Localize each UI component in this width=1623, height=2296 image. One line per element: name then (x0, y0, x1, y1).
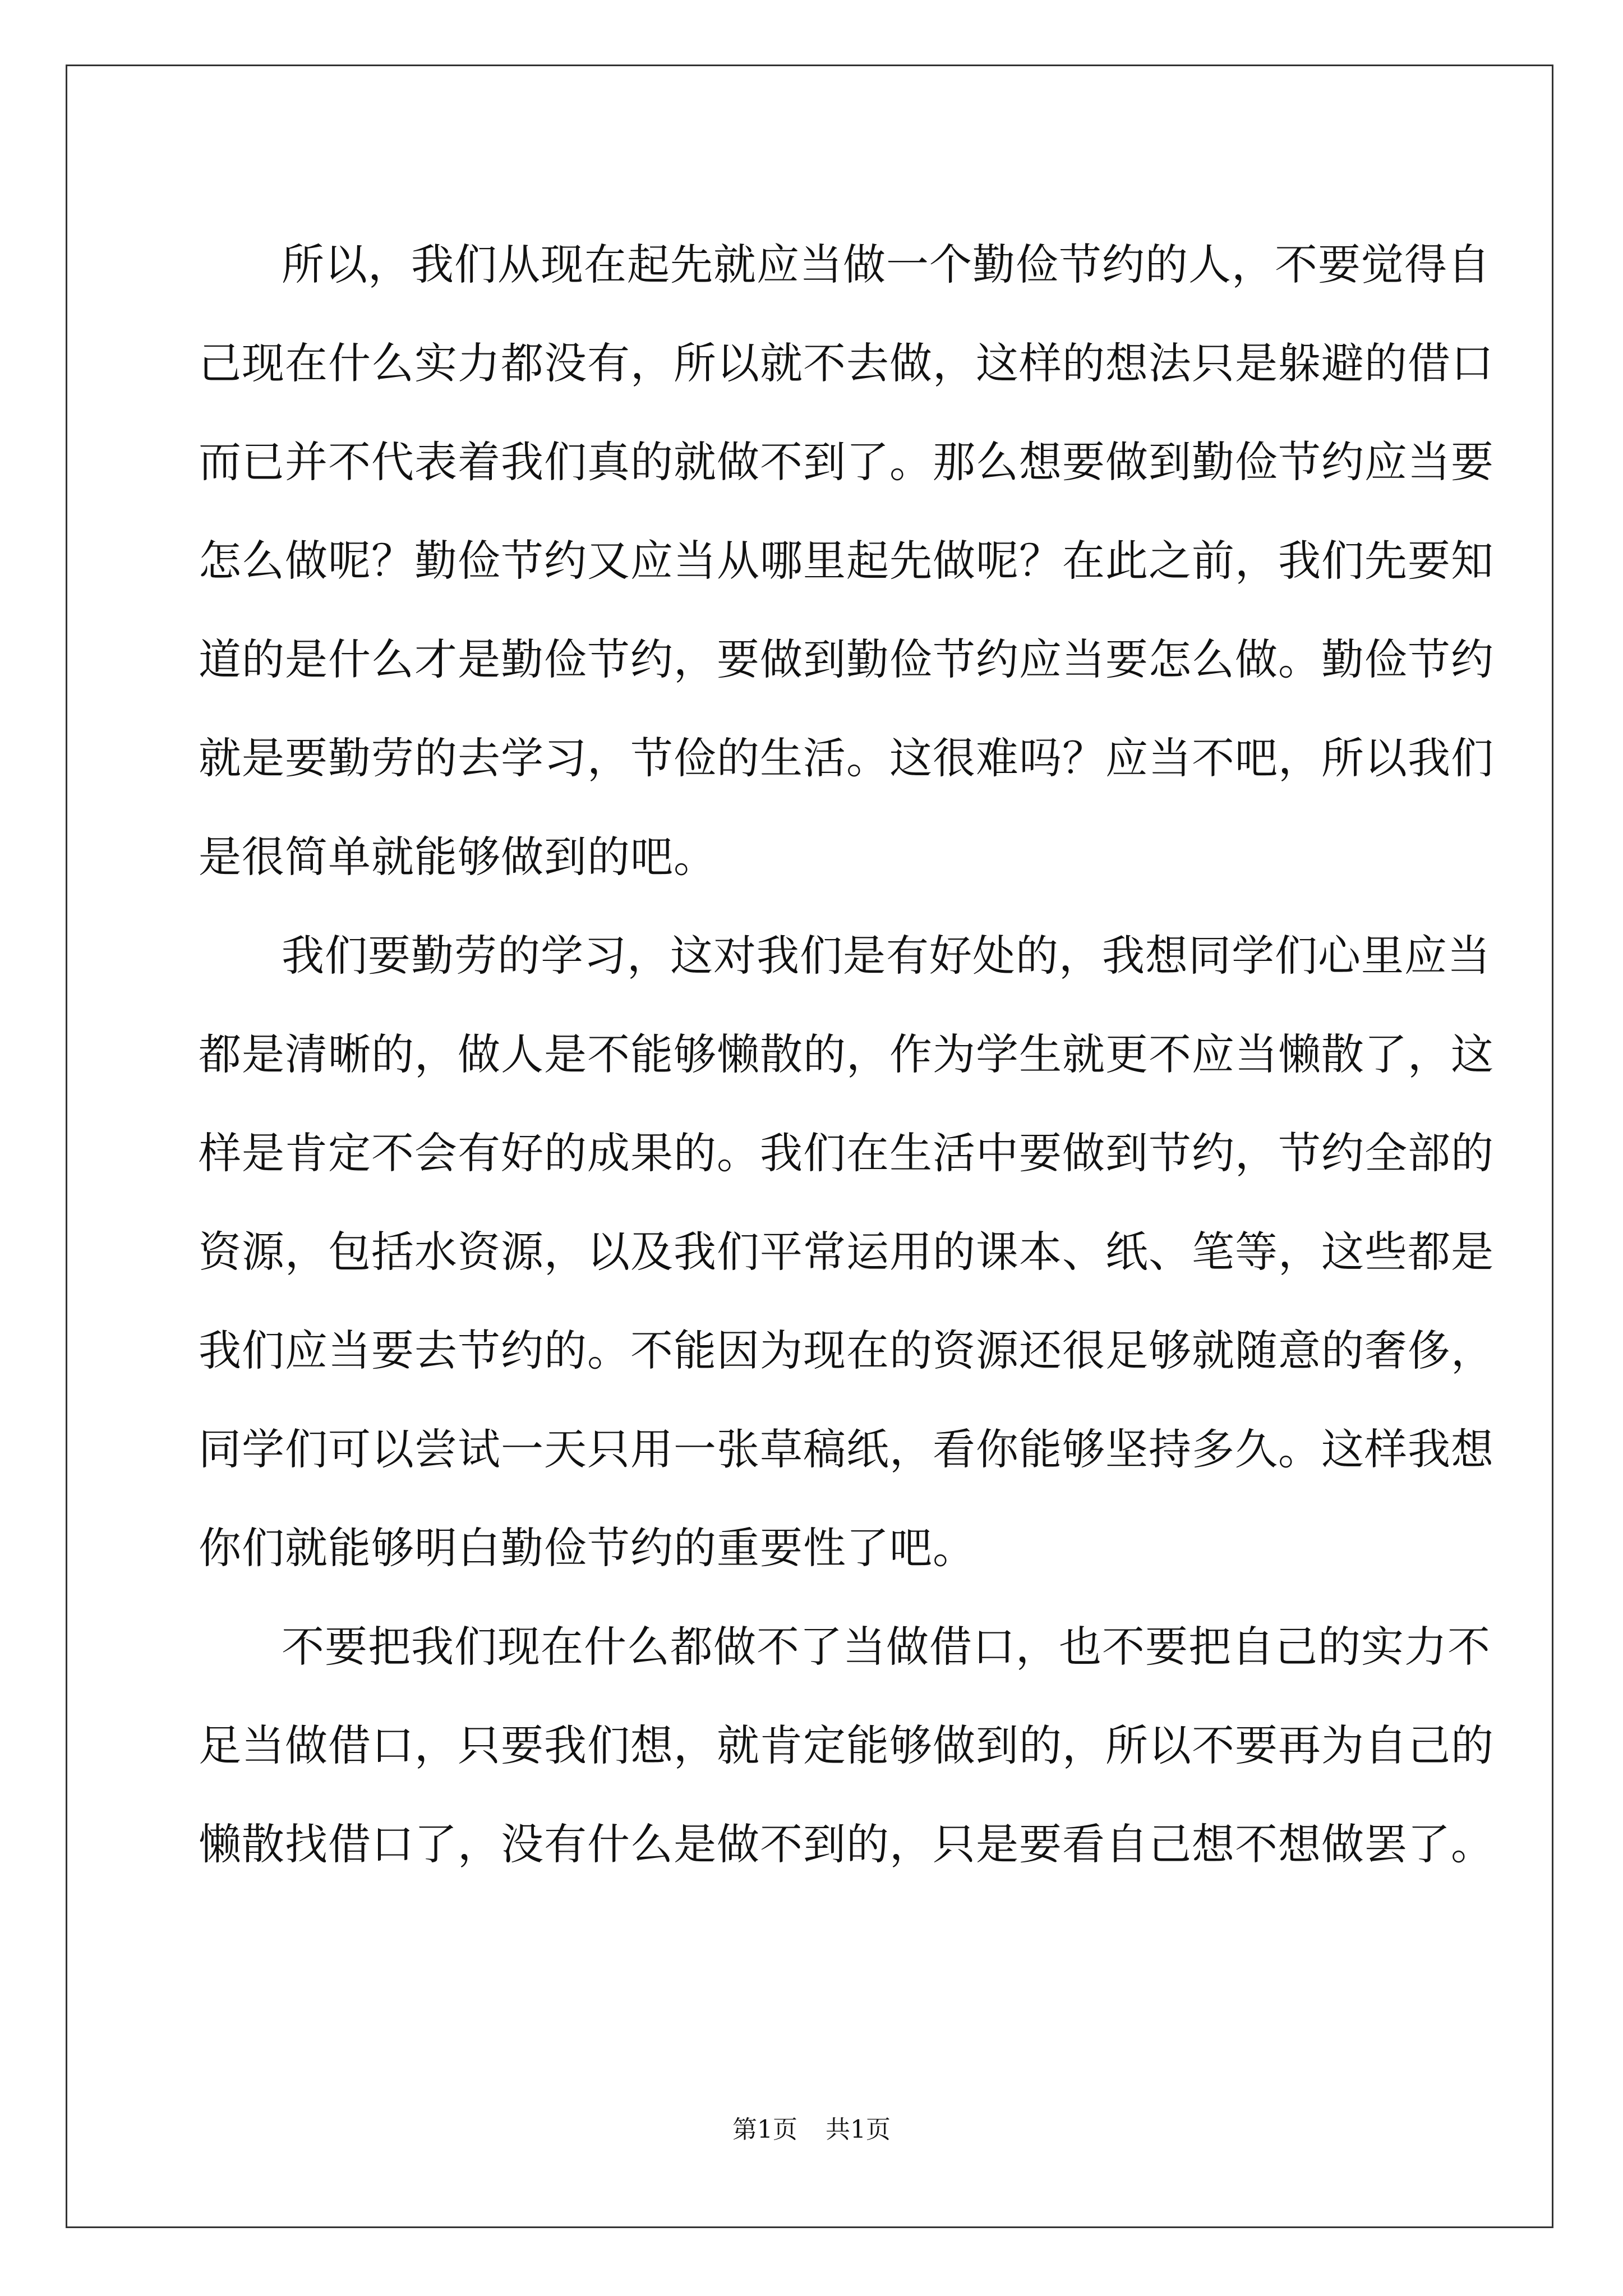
paragraph-1-line-6: 就是要勤劳的去学习，节俭的生活。这很难吗？应当不吧，所以我们 (199, 733, 1494, 783)
paragraph-2-line-6: 同学们可以尝试一天只用一张草稿纸，看你能够坚持多久。这样我想 (199, 1424, 1494, 1474)
paragraph-1-line-4: 怎么做呢？勤俭节约又应当从哪里起先做呢？在此之前，我们先要知 (199, 536, 1494, 586)
paragraph-2-line-4: 资源，包括水资源，以及我们平常运用的课本、纸、笔等，这些都是 (199, 1227, 1494, 1277)
paragraph-2-line-5: 我们应当要去节约的。不能因为现在的资源还很足够就随意的奢侈， (199, 1326, 1494, 1375)
page-number: 第1页 (732, 2115, 797, 2144)
paragraph-1-line-2: 己现在什么实力都没有，所以就不去做，这样的想法只是躲避的借口 (199, 338, 1494, 388)
paragraph-2-line-3: 样是肯定不会有好的成果的。我们在生活中要做到节约，节约全部的 (199, 1128, 1494, 1178)
paragraph-3-line-1: 不要把我们现在什么都做不了当做借口，也不要把自己的实力不 (282, 1622, 1491, 1672)
paragraph-2-line-2: 都是清晰的，做人是不能够懒散的，作为学生就更不应当懒散了，这 (199, 1029, 1494, 1079)
paragraph-1-line-3: 而已并不代表着我们真的就做不到了。那么想要做到勤俭节约应当要 (199, 437, 1494, 487)
page-footer (0, 2109, 1623, 2145)
paragraph-1-line-5: 道的是什么才是勤俭节约，要做到勤俭节约应当要怎么做。勤俭节约 (199, 634, 1494, 684)
paragraph-3-line-3: 懒散找借口了，没有什么是做不到的，只是要看自己想不想做罢了。 (199, 1819, 1494, 1869)
paragraph-1-line-1: 所以，我们从现在起先就应当做一个勤俭节约的人，不要觉得自 (282, 240, 1491, 289)
paragraph-3-line-2: 足当做借口，只要我们想，就肯定能够做到的，所以不要再为自己的 (199, 1720, 1494, 1770)
total-pages: 共1页 (826, 2115, 891, 2144)
paragraph-2-line-7: 你们就能够明白勤俭节约的重要性了吧。 (199, 1523, 976, 1573)
paragraph-2-line-1: 我们要勤劳的学习，这对我们是有好处的，我想同学们心里应当 (282, 931, 1491, 981)
paragraph-1-line-7: 是很简单就能够做到的吧。 (199, 832, 717, 882)
document-body (199, 215, 1494, 1894)
